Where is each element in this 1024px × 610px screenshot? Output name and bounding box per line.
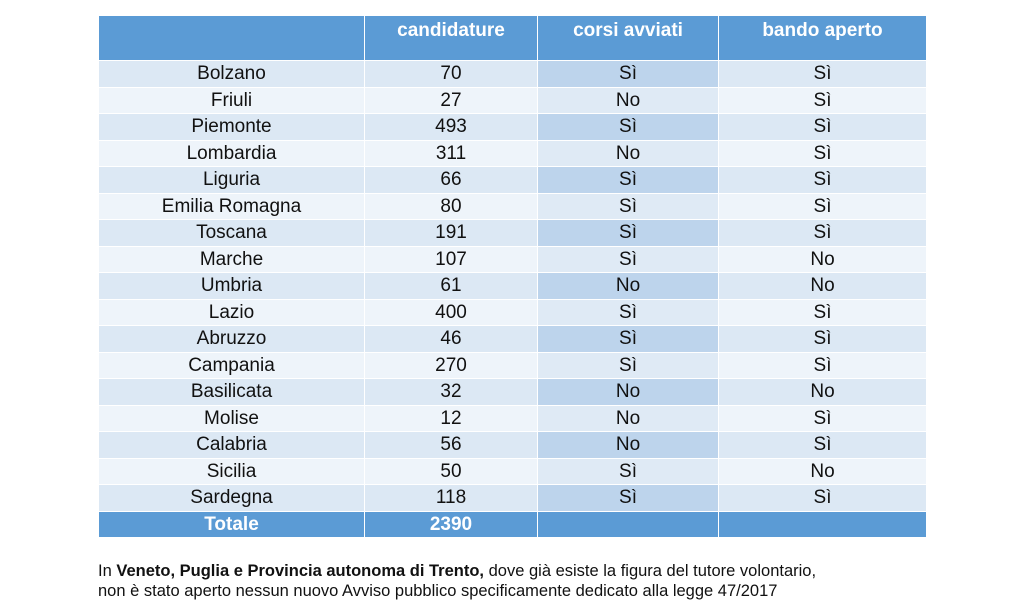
table-row [99, 379, 927, 406]
region-cell: Sicilia [99, 458, 365, 485]
header-row [99, 16, 927, 61]
candidature-cell: 56 [365, 432, 538, 459]
bando-aperto-cell: Sì [719, 114, 927, 141]
table-row [99, 114, 927, 141]
candidature-cell: 32 [365, 379, 538, 406]
candidature-cell: 50 [365, 458, 538, 485]
candidature-cell: 118 [365, 485, 538, 512]
total-cell-empty [538, 511, 719, 538]
corsi-avviati-cell: Sì [538, 114, 719, 141]
candidature-cell: 61 [365, 273, 538, 300]
candidature-cell: 493 [365, 114, 538, 141]
bando-aperto-cell: Sì [719, 87, 927, 114]
candidature-cell: 400 [365, 299, 538, 326]
bando-aperto-cell: Sì [719, 220, 927, 247]
bando-aperto-cell: Sì [719, 485, 927, 512]
region-cell: Calabria [99, 432, 365, 459]
bando-aperto-cell: Sì [719, 140, 927, 167]
corsi-avviati-cell: Sì [538, 352, 719, 379]
region-cell: Abruzzo [99, 326, 365, 353]
candidature-cell: 66 [365, 167, 538, 194]
corsi-avviati-cell: Sì [538, 220, 719, 247]
total-candidature: 2390 [365, 511, 538, 538]
candidature-cell: 27 [365, 87, 538, 114]
table-row [99, 485, 927, 512]
region-cell: Umbria [99, 273, 365, 300]
table-row [99, 246, 927, 273]
table-row [99, 87, 927, 114]
bando-aperto-cell: Sì [719, 432, 927, 459]
table-row [99, 140, 927, 167]
corsi-avviati-cell: No [538, 140, 719, 167]
table-row [99, 458, 927, 485]
footnote-line-1 [98, 561, 998, 581]
footnote-bold: Veneto, Puglia e Provincia autonoma di Trento, [116, 562, 485, 580]
corsi-avviati-cell: Sì [538, 299, 719, 326]
region-cell: Sardegna [99, 485, 365, 512]
corsi-avviati-cell: No [538, 273, 719, 300]
region-cell: Liguria [99, 167, 365, 194]
table-row [99, 167, 927, 194]
header-cell-region [99, 16, 365, 61]
region-cell: Toscana [99, 220, 365, 247]
header-cell-bando-aperto: bando aperto [719, 16, 927, 61]
corsi-avviati-cell: No [538, 432, 719, 459]
region-cell: Emilia Romagna [99, 193, 365, 220]
table-row [99, 432, 927, 459]
corsi-avviati-cell: No [538, 405, 719, 432]
bando-aperto-cell: No [719, 246, 927, 273]
candidature-cell: 311 [365, 140, 538, 167]
corsi-avviati-cell: No [538, 379, 719, 406]
region-cell: Molise [99, 405, 365, 432]
corsi-avviati-cell: Sì [538, 485, 719, 512]
footnote [98, 561, 998, 601]
region-cell: Basilicata [99, 379, 365, 406]
corsi-avviati-cell: Sì [538, 167, 719, 194]
corsi-avviati-cell: Sì [538, 246, 719, 273]
corsi-avviati-cell: Sì [538, 193, 719, 220]
table-row [99, 352, 927, 379]
bando-aperto-cell: Sì [719, 167, 927, 194]
total-label: Totale [99, 511, 365, 538]
bando-aperto-cell: Sì [719, 299, 927, 326]
bando-aperto-cell: Sì [719, 352, 927, 379]
table-row [99, 405, 927, 432]
data-table [98, 15, 927, 538]
candidature-cell: 70 [365, 61, 538, 88]
footnote-line1-rest: dove già esiste la figura del tutore volontario, [484, 562, 817, 580]
corsi-avviati-cell: Sì [538, 61, 719, 88]
footnote-prefix: In [98, 562, 117, 580]
table-row [99, 299, 927, 326]
bando-aperto-cell: Sì [719, 61, 927, 88]
region-cell: Lombardia [99, 140, 365, 167]
table-row [99, 61, 927, 88]
bando-aperto-cell: No [719, 379, 927, 406]
candidature-cell: 12 [365, 405, 538, 432]
region-cell: Piemonte [99, 114, 365, 141]
candidature-cell: 46 [365, 326, 538, 353]
region-cell: Marche [99, 246, 365, 273]
header-cell-corsi-avviati: corsi avviati [538, 16, 719, 61]
table-row [99, 220, 927, 247]
region-cell: Lazio [99, 299, 365, 326]
table-row [99, 193, 927, 220]
candidature-cell: 80 [365, 193, 538, 220]
total-cell-empty [719, 511, 927, 538]
table-body [99, 61, 927, 538]
bando-aperto-cell: Sì [719, 405, 927, 432]
bando-aperto-cell: No [719, 273, 927, 300]
corsi-avviati-cell: Sì [538, 458, 719, 485]
candidature-cell: 107 [365, 246, 538, 273]
candidature-cell: 191 [365, 220, 538, 247]
candidature-cell: 270 [365, 352, 538, 379]
corsi-avviati-cell: No [538, 87, 719, 114]
corsi-avviati-cell: Sì [538, 326, 719, 353]
table-row [99, 326, 927, 353]
region-cell: Friuli [99, 87, 365, 114]
region-cell: Bolzano [99, 61, 365, 88]
bando-aperto-cell: Sì [719, 193, 927, 220]
table-row [99, 273, 927, 300]
total-row [99, 511, 927, 538]
bando-aperto-cell: No [719, 458, 927, 485]
bando-aperto-cell: Sì [719, 326, 927, 353]
footnote-line-2: non è stato aperto nessun nuovo Avviso pubblico specificamente dedicato alla legge 47/2017 [98, 582, 778, 600]
header-cell-candidature: candidature [365, 16, 538, 61]
region-cell: Campania [99, 352, 365, 379]
